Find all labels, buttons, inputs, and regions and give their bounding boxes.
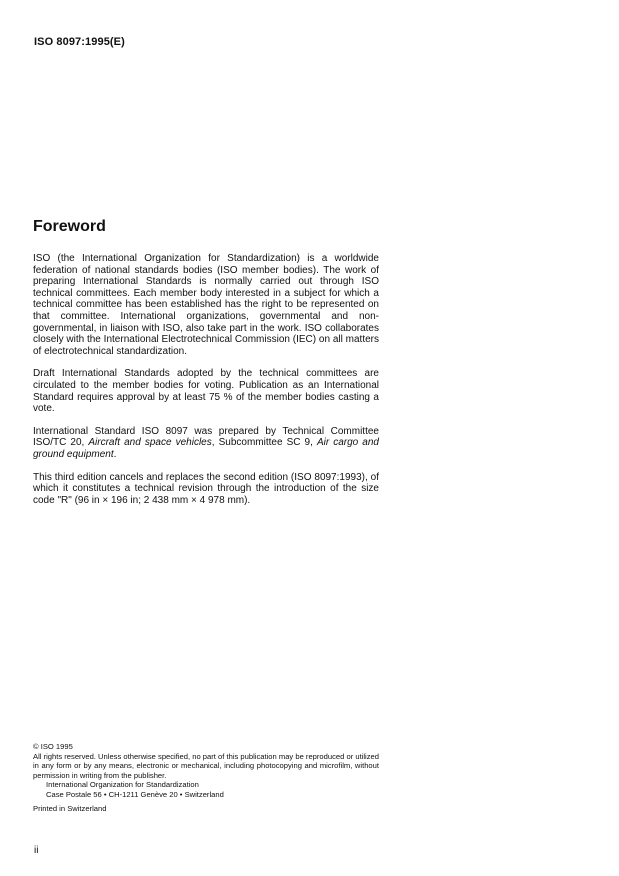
- copyright-rights: All rights reserved. Unless otherwise specified, no part of this publication may be reproduced or utilized in any form or by any means, electronic or mechanical, including photocopying and microfilm, without permission in writing from the publisher.: [33, 751, 379, 780]
- committee-name: Aircraft and space vehicles: [88, 437, 212, 449]
- copyright-notice: © ISO 1995: [33, 742, 73, 751]
- paragraph-3-text-3: .: [113, 448, 117, 460]
- foreword-paragraph-1: ISO (the International Organization for Standardization) is a worldwide federation of national standards bodies (ISO member bodies). The work of preparing International Standards is normally carried out through ISO technical committees. Each member body interested in a subject for which a technical committee has been established has the right to be represented on that committee. International organizations, governmental and non-governmental, in liaison with ISO, also take part in the work. ISO collaborates closely with the International Electrotechnical Commission (IEC) on all matters of electrotechnical standardization.: [33, 253, 379, 357]
- foreword-paragraph-3: [33, 426, 379, 461]
- foreword-paragraph-4: This third edition cancels and replaces the second edition (ISO 8097:1993), of which it constitutes a technical revision through the introduction of the size code "R" (96 in × 196 in; 2 438 mm × 4 978 mm).: [33, 471, 379, 506]
- copyright-org-address: Case Postale 56 • CH-1211 Genève 20 • Switzerland: [46, 789, 224, 799]
- printed-in: Printed in Switzerland: [33, 803, 107, 813]
- copyright-org-name: International Organization for Standardization: [46, 780, 199, 790]
- foreword-paragraph-2: Draft International Standards adopted by the technical committees are circulated to the member bodies for voting. Publication as an International Standard requires approval by at least 75 % of the member bodies casting a vote.: [33, 368, 379, 415]
- page-number: ii: [34, 845, 39, 856]
- copyright-block: [33, 742, 379, 813]
- foreword-body: [33, 253, 379, 517]
- paragraph-3-text-1: International Standard ISO 8097 was prepared by Technical Committee ISO/TC 20,: [33, 425, 379, 449]
- subcommittee-name: Air cargo and ground equipment: [33, 437, 379, 460]
- document-header-standard-id: ISO 8097:1995(E): [34, 36, 125, 48]
- paragraph-3-text-2: , Subcommittee SC 9,: [211, 437, 317, 449]
- foreword-title: Foreword: [33, 218, 106, 235]
